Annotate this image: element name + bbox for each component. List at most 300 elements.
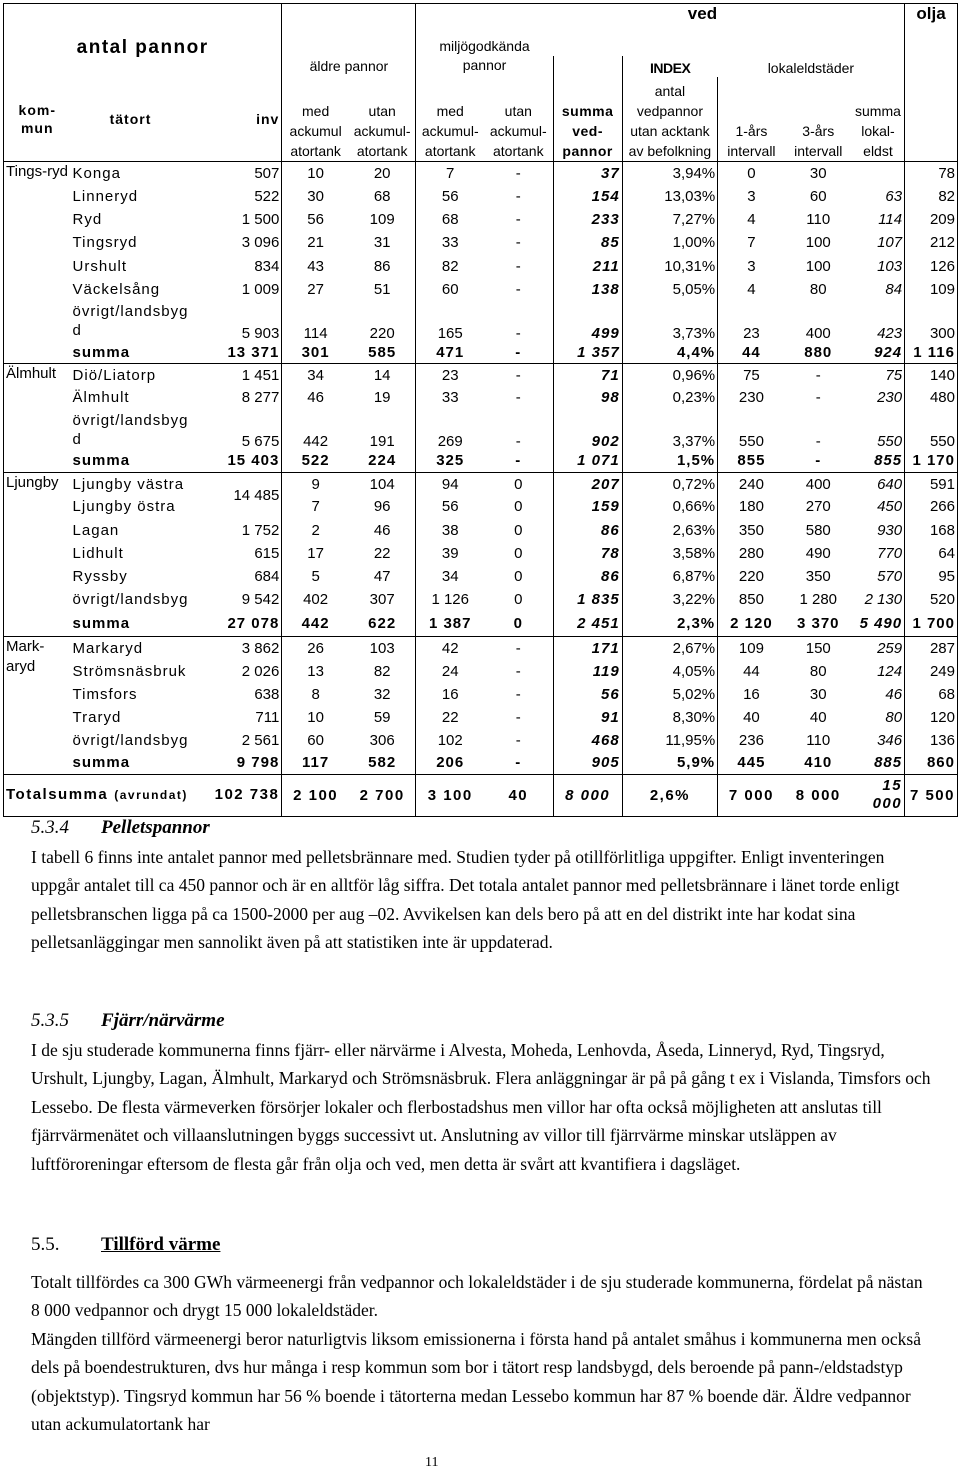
tatort-cell: Ryssby — [72, 567, 128, 585]
med-cell: 46 — [282, 386, 349, 409]
olja-cell: 1 700 — [905, 611, 958, 636]
table-row — [4, 472, 958, 495]
summa-ved-cell: 56 — [553, 683, 622, 706]
med2-cell: 56 — [416, 495, 484, 518]
index-cell: 2,63% — [622, 518, 717, 541]
table-row — [4, 542, 958, 565]
summa-lokal-cell: 63 — [885, 188, 903, 206]
olja-cell: 591 — [905, 472, 958, 495]
header-summa-lokal: summa lokal-eldst — [855, 103, 901, 160]
ars3-cell: 110 — [806, 731, 831, 749]
header-index-sub: antal vedpannor utan acktank av befolkning — [622, 77, 717, 162]
inv-cell: 13 371 — [227, 344, 280, 362]
olja-cell: 1 170 — [905, 450, 958, 472]
summa-lokal-cell: 2 130 — [864, 590, 903, 608]
utan2-cell: 0 — [514, 521, 523, 539]
med-cell: 17 — [282, 542, 349, 565]
summa-ved-cell: 1 357 — [553, 342, 622, 364]
med2-cell: 39 — [416, 542, 484, 565]
utan2-cell: 0 — [514, 544, 523, 562]
total-med: 2 100 — [282, 774, 349, 816]
ars1-cell: 40 — [718, 706, 785, 729]
olja-cell: 209 — [905, 208, 958, 231]
index-cell: 13,03% — [622, 185, 717, 208]
inv-cell: 5 903 — [241, 324, 280, 342]
section-number: 5.3.5 — [31, 1010, 69, 1031]
index-cell: 5,02% — [622, 683, 717, 706]
olja-cell: 68 — [905, 683, 958, 706]
ars1-cell: 3 — [718, 254, 785, 277]
section-heading: Fjärr/närvärme — [101, 1010, 225, 1031]
ars3-cell: 400 — [785, 472, 852, 495]
kommun-cell: Tings-ryd — [4, 162, 71, 364]
utan-cell: 59 — [373, 708, 391, 726]
med2-cell: 34 — [416, 565, 484, 588]
summa-lokal-cell: 259 — [852, 636, 905, 659]
utan2-cell: - — [515, 452, 522, 470]
inv-cell: 1 752 — [241, 521, 280, 539]
ars1-cell: 44 — [718, 342, 785, 364]
utan-cell: 82 — [373, 662, 391, 680]
ars3-cell: 580 — [805, 521, 831, 539]
table-row — [4, 588, 958, 611]
tatort-cell: Diö/Liatorp — [71, 364, 191, 386]
ars3-cell: - — [785, 364, 852, 386]
summa-ved-cell: 98 — [553, 386, 622, 409]
inv-cell: 522 — [254, 188, 280, 206]
inv-cell: 2 561 — [241, 731, 280, 749]
ars1-cell: 240 — [718, 472, 785, 495]
ars1-cell: 855 — [718, 450, 785, 472]
utan2-cell: - — [484, 636, 553, 659]
tatort-cell: Älmhult — [72, 389, 130, 406]
header-utan-acktank: utan ackumul-atortank — [353, 103, 411, 160]
utan-cell: 46 — [373, 521, 391, 539]
med-cell: 114 — [282, 301, 349, 342]
utan-cell: 109 — [369, 211, 395, 229]
index-cell: 2,67% — [622, 636, 717, 659]
utan2-cell: - — [515, 708, 521, 726]
ars1-cell: 350 — [718, 518, 785, 541]
tatort-cell: Väckelsång — [72, 280, 161, 298]
utan2-cell: - — [515, 662, 521, 680]
kommun-cell: Ljungby — [4, 472, 71, 636]
olja-cell: 550 — [905, 409, 958, 450]
med2-cell: 94 — [416, 472, 484, 495]
med-cell: 9 — [282, 472, 349, 495]
summa-row — [4, 752, 958, 774]
summa-lokal-cell: 346 — [877, 731, 903, 749]
med2-cell: 56 — [416, 185, 484, 208]
header-1ars: 1-års intervall — [718, 77, 785, 162]
table-row — [4, 729, 958, 752]
boiler-statistics-table — [3, 3, 958, 817]
med2-cell: 23 — [416, 364, 484, 386]
summa-ved-cell: 902 — [553, 409, 622, 450]
index-cell: 2,3% — [622, 611, 717, 636]
utan2-cell: 0 — [514, 567, 523, 585]
index-cell: 3,37% — [622, 409, 717, 450]
med2-cell: 206 — [416, 752, 484, 774]
table-row — [4, 683, 958, 706]
utan-cell: 32 — [373, 685, 391, 703]
ars1-cell: 550 — [718, 409, 785, 450]
ars3-cell: - — [815, 389, 821, 406]
med2-cell: 1 387 — [416, 611, 484, 636]
summa-ved-cell: 138 — [553, 278, 622, 301]
summa-ved-cell: 71 — [553, 364, 622, 386]
table-row — [4, 518, 958, 541]
ars1-cell: 236 — [718, 729, 785, 752]
summa-lokal-cell: 570 — [877, 567, 903, 585]
inv-cell: 14 485 — [190, 472, 281, 518]
total-index: 2,6% — [622, 774, 717, 816]
med2-cell: 7 — [416, 162, 484, 185]
ars1-cell: 850 — [718, 588, 785, 611]
tatort-cell: Lagan — [72, 521, 120, 539]
utan-cell: 68 — [373, 188, 391, 206]
inv-cell: 834 — [254, 257, 280, 275]
med-cell: 10 — [282, 162, 349, 185]
summa-lokal-cell: 550 — [877, 433, 903, 451]
summa-ved-cell: 468 — [553, 729, 622, 752]
ars1-cell: 0 — [718, 162, 785, 185]
header-utan-acktank-miljo: utan ackumul-atortank — [489, 103, 547, 160]
totalsumma-row — [4, 774, 958, 816]
kommun-cell: Mark-aryd — [4, 636, 71, 774]
ars1-cell: 75 — [718, 364, 785, 386]
utan2-cell: - — [515, 188, 521, 206]
olja-cell: 287 — [905, 636, 958, 659]
ars3-cell: 80 — [809, 280, 827, 298]
header-aldre-pannor: äldre pannor — [282, 4, 416, 78]
inv-cell: 3 096 — [241, 234, 280, 252]
summa-ved-cell: 86 — [553, 565, 622, 588]
tatort-cell: summa — [72, 344, 131, 362]
olja-cell: 480 — [905, 386, 958, 409]
utan2-cell: 0 — [514, 590, 523, 608]
utan-cell: 104 — [349, 472, 416, 495]
med-cell: 30 — [282, 185, 349, 208]
summa-lokal-cell: 640 — [852, 472, 905, 495]
index-cell: 10,31% — [622, 254, 717, 277]
summa-ved-cell: 86 — [553, 518, 622, 541]
summa-lokal-cell: 114 — [878, 211, 903, 229]
tatort-cell: summa — [72, 754, 131, 772]
total-1ars: 7 000 — [718, 774, 785, 816]
total-summa-ved: 8 000 — [553, 774, 622, 816]
utan2-cell: - — [515, 685, 521, 703]
med-cell: 442 — [282, 409, 349, 450]
utan2-cell: - — [484, 162, 553, 185]
inv-cell: 1 451 — [190, 364, 281, 386]
header-kommun: kom-mun — [4, 77, 71, 162]
section-5-5 — [31, 1231, 931, 1439]
table-row — [4, 162, 958, 185]
inv-cell: 3 862 — [190, 636, 281, 659]
med2-cell: 22 — [416, 706, 484, 729]
ars3-cell: 400 — [805, 324, 831, 342]
section-5-3-4 — [31, 814, 931, 957]
tatort-cell: Lidhult — [72, 544, 124, 562]
ars3-cell: 880 — [804, 344, 833, 362]
med2-cell: 24 — [416, 659, 484, 682]
med2-cell: 38 — [416, 518, 484, 541]
total-med2: 3 100 — [416, 774, 484, 816]
tatort-cell: Ryd — [72, 211, 103, 229]
utan-cell: 582 — [368, 754, 397, 772]
ars1-cell: 2 120 — [718, 611, 785, 636]
olja-cell: 78 — [905, 162, 958, 185]
summa-lokal-cell: 230 — [877, 389, 903, 406]
utan2-cell: 0 — [514, 498, 523, 516]
med-cell: 27 — [282, 278, 349, 301]
tatort-cell: Strömsnäsbruk — [72, 662, 187, 680]
header-tatort: tätort — [109, 110, 152, 127]
summa-lokal-cell: 5 490 — [859, 614, 903, 632]
olja-cell: 300 — [905, 301, 958, 342]
utan-cell: 20 — [349, 162, 416, 185]
index-cell: 4,05% — [622, 659, 717, 682]
inv-cell: 711 — [255, 708, 280, 726]
olja-cell: 249 — [905, 659, 958, 682]
table-row — [4, 231, 958, 254]
ars1-cell: 280 — [718, 542, 785, 565]
utan2-cell: - — [515, 433, 521, 451]
table-row — [4, 278, 958, 301]
header-index: INDEX — [622, 56, 717, 77]
index-cell: 1,00% — [622, 231, 717, 254]
olja-cell: 168 — [905, 518, 958, 541]
summa-lokal-cell — [852, 162, 905, 185]
ars3-cell: 110 — [806, 211, 831, 229]
med2-cell: 33 — [416, 386, 484, 409]
index-cell: 0,96% — [622, 364, 717, 386]
utan-cell: 96 — [373, 498, 391, 516]
summa-ved-cell: 37 — [553, 162, 622, 185]
table-row — [4, 706, 958, 729]
ars3-cell: 100 — [805, 257, 831, 275]
index-cell: 0,72% — [622, 472, 717, 495]
utan2-cell: - — [515, 389, 521, 406]
tatort-cell: övrigt/landsbyg — [72, 590, 189, 608]
header-med-acktank: med ackumul atortank — [282, 77, 349, 162]
med-cell: 56 — [282, 208, 349, 231]
table-row — [4, 364, 958, 386]
olja-cell: 64 — [905, 542, 958, 565]
tatort-cell: Tingsryd — [72, 234, 138, 252]
med2-cell: 102 — [416, 729, 484, 752]
utan-cell: 86 — [373, 257, 391, 275]
med2-cell: 16 — [416, 683, 484, 706]
index-cell: 3,58% — [622, 542, 717, 565]
table-row — [4, 659, 958, 682]
med-cell: 26 — [282, 636, 349, 659]
tatort-cell: övrigt/landsbyg d — [72, 303, 189, 340]
index-cell: 4,4% — [622, 342, 717, 364]
olja-cell: 140 — [905, 364, 958, 386]
ars1-cell: 445 — [718, 752, 785, 774]
index-cell: 3,22% — [622, 588, 717, 611]
table-row — [4, 254, 958, 277]
section-number: 5.3.4 — [31, 817, 69, 838]
summa-lokal-cell: 124 — [877, 662, 903, 680]
utan2-cell: - — [515, 257, 521, 275]
header-summa-vedpannor: summa ved-pannor — [553, 77, 622, 162]
olja-cell: 95 — [905, 565, 958, 588]
med-cell: 10 — [282, 706, 349, 729]
med-cell: 522 — [282, 450, 349, 472]
summa-lokal-cell: 885 — [874, 754, 903, 772]
olja-cell: 1 116 — [905, 342, 958, 364]
summa-ved-cell: 905 — [553, 752, 622, 774]
tatort-cell: Urshult — [72, 257, 128, 275]
tatort-cell: Ljungby västra — [71, 472, 191, 495]
ars3-cell: 100 — [805, 234, 831, 252]
ars1-cell: 109 — [718, 636, 785, 659]
section-body: I de sju studerade kommunerna finns fjärr- eller närvärme i Alvesta, Moheda, Lenhovda, Åseda, Linneryd, Ryd, Tingsryd, Urshult, Ljungby, Lagan, Älmhult, Markaryd och Strömsnäsbruk. Flera anläggningar är på på gång t ex i Vislanda, Timsfors och Lessebo. De flesta värmeverken försörjer lokaler och flerbostadshus men villor har ofta också möjligheten att anslutas till fjärrvärmenätet och villaanslutningen byggs successivt ut. Anslutning av villor till fjärrvärme minskar utsläppen av luftföroreningar eftersom de flesta går från olja och ved, men detta är svårt att kvantifiera i dagsläget. — [31, 1039, 931, 1174]
utan-cell: 47 — [373, 567, 391, 585]
total-3ars: 8 000 — [785, 774, 852, 816]
index-cell: 6,87% — [622, 565, 717, 588]
ars3-cell: 350 — [805, 567, 831, 585]
utan2-cell: - — [515, 731, 521, 749]
ars3-cell: 80 — [809, 662, 827, 680]
header-miljogodkanda: miljögodkända pannor — [416, 4, 553, 78]
inv-cell: 2 026 — [241, 662, 280, 680]
med-cell: 442 — [282, 611, 349, 636]
utan-cell: 622 — [368, 614, 397, 632]
summa-lokal-cell: 770 — [877, 544, 903, 562]
utan-cell: 14 — [349, 364, 416, 386]
total-inv: 102 738 — [190, 774, 281, 816]
table-row — [4, 565, 958, 588]
med-cell: 21 — [282, 231, 349, 254]
summa-lokal-cell: 84 — [885, 280, 903, 298]
summa-lokal-cell: 423 — [877, 324, 903, 342]
olja-cell: 860 — [905, 752, 958, 774]
inv-cell: 15 403 — [227, 452, 280, 470]
ars3-cell: - — [815, 433, 821, 451]
utan2-cell: - — [515, 280, 521, 298]
olja-cell: 120 — [905, 706, 958, 729]
section-body-1: Totalt tillfördes ca 300 GWh värmeenergi från vedpannor och lokaleldstäder i de sju studerade kommunerna, fördelat på nästan 8 000 vedpannor och drygt 15 000 lokaleldstäder. — [31, 1271, 923, 1320]
summa-ved-cell: 207 — [553, 472, 622, 495]
summa-lokal-cell: 80 — [885, 708, 903, 726]
summa-lokal-cell: 46 — [885, 685, 903, 703]
utan-cell: 22 — [373, 544, 391, 562]
utan-cell: 224 — [368, 452, 397, 470]
ars3-cell: 3 370 — [796, 614, 840, 632]
utan-cell: 19 — [373, 389, 391, 406]
section-5-3-5 — [31, 1007, 931, 1178]
inv-cell: 27 078 — [227, 614, 280, 632]
section-body: I tabell 6 finns inte antalet pannor med pelletsbrännare med. Studien tyder på otillförlitliga uppgifter. Enligt inventeringen uppgår antalet till ca 450 pannor och är en alltför låg siffra. Det totala antalet pannor med pelletsbrännare i länet torde enligt pelletsbranschen ligga på ca 1500-2000 per aug –02. Avvikelsen kan dels bero på att en del distrikt inte har kodat sina pelletsanläggingar men sannolikt även på att statistiken inte är uppdaterad. — [31, 846, 900, 952]
header-olja: olja — [905, 4, 958, 57]
med-cell: 5 — [282, 565, 349, 588]
med2-cell: 82 — [416, 254, 484, 277]
inv-cell: 615 — [254, 544, 280, 562]
inv-cell: 684 — [254, 567, 280, 585]
ars3-cell: 30 — [785, 162, 852, 185]
tatort-cell: övrigt/landsbyg — [72, 731, 189, 749]
summa-ved-cell: 2 451 — [553, 611, 622, 636]
summa-row — [4, 611, 958, 636]
section-heading: Tillförd värme — [101, 1234, 221, 1255]
total-summa-lokal: 15 000 — [852, 774, 905, 816]
index-cell: 5,05% — [622, 278, 717, 301]
summa-lokal-cell: 930 — [877, 521, 903, 539]
kommun-cell: Älmhult — [4, 364, 71, 472]
tatort-cell: Markaryd — [71, 636, 191, 659]
summa-ved-cell: 499 — [553, 301, 622, 342]
med2-cell: 68 — [416, 208, 484, 231]
utan2-cell: - — [515, 324, 521, 342]
ars1-cell: 7 — [718, 231, 785, 254]
utan-cell: 191 — [369, 433, 395, 451]
index-cell: 11,95% — [622, 729, 717, 752]
ars3-cell: 270 — [805, 498, 831, 516]
tatort-cell: Traryd — [72, 708, 122, 726]
med-cell: 2 — [282, 518, 349, 541]
section-number: 5.5. — [31, 1234, 60, 1255]
ars3-cell: - — [815, 452, 822, 470]
ars1-cell: 230 — [718, 386, 785, 409]
inv-cell: 9 542 — [241, 590, 280, 608]
med2-cell: 471 — [416, 342, 484, 364]
totalsumma-label — [4, 774, 191, 816]
index-cell: 7,27% — [622, 208, 717, 231]
med-cell: 13 — [282, 659, 349, 682]
ars3-cell: 40 — [809, 708, 827, 726]
inv-cell: 1 500 — [241, 211, 280, 229]
summa-lokal-cell: 855 — [874, 452, 903, 470]
olja-cell: 82 — [905, 185, 958, 208]
table-row — [4, 301, 958, 342]
med-cell: 43 — [282, 254, 349, 277]
ars3-cell: 150 — [785, 636, 852, 659]
header-inv: inv — [256, 110, 280, 127]
utan2-cell: - — [515, 754, 522, 772]
index-cell: 0,23% — [622, 386, 717, 409]
med-cell: 60 — [282, 729, 349, 752]
table-row — [4, 409, 958, 450]
page-number: 11 — [425, 1455, 439, 1470]
tatort-cell: Ljungby östra — [72, 498, 176, 516]
summa-lokal-cell: 103 — [877, 257, 903, 275]
total-utan2: 40 — [484, 774, 553, 816]
summa-ved-cell: 85 — [553, 231, 622, 254]
med-cell: 7 — [282, 495, 349, 518]
table-row — [4, 636, 958, 659]
table-row — [4, 208, 958, 231]
ars1-cell: 220 — [718, 565, 785, 588]
olja-cell: 266 — [905, 495, 958, 518]
table-row — [4, 185, 958, 208]
ars1-cell: 23 — [718, 301, 785, 342]
med2-cell: 33 — [416, 231, 484, 254]
section-body-2: Mängden tillförd värmeenergi beror naturligtvis liksom emissionerna i första hand på antalet småhus i kommunerna men också dels på boendestrukturen, dvs hur många i resp kommun som bor i tätort resp landsbygd, dels beroende på pann-/eldstadstyp (objektstyp). Tingsryd kommun har 56 % boende i tätorterna medan Lessebo kommun har 87 % boende där. Äldre vedpannor utan ackumulatortank har — [31, 1328, 922, 1434]
olja-cell: 212 — [905, 231, 958, 254]
utan2-cell: 0 — [513, 614, 523, 632]
header-lokaleldstader: lokaleldstäder — [767, 60, 855, 77]
ars3-cell: 410 — [804, 754, 833, 772]
table-row — [4, 386, 958, 409]
utan2-cell: - — [515, 344, 522, 362]
summa-lokal-cell: 450 — [877, 498, 903, 516]
utan-cell: 51 — [373, 280, 391, 298]
table-title: antal pannor — [76, 36, 209, 58]
